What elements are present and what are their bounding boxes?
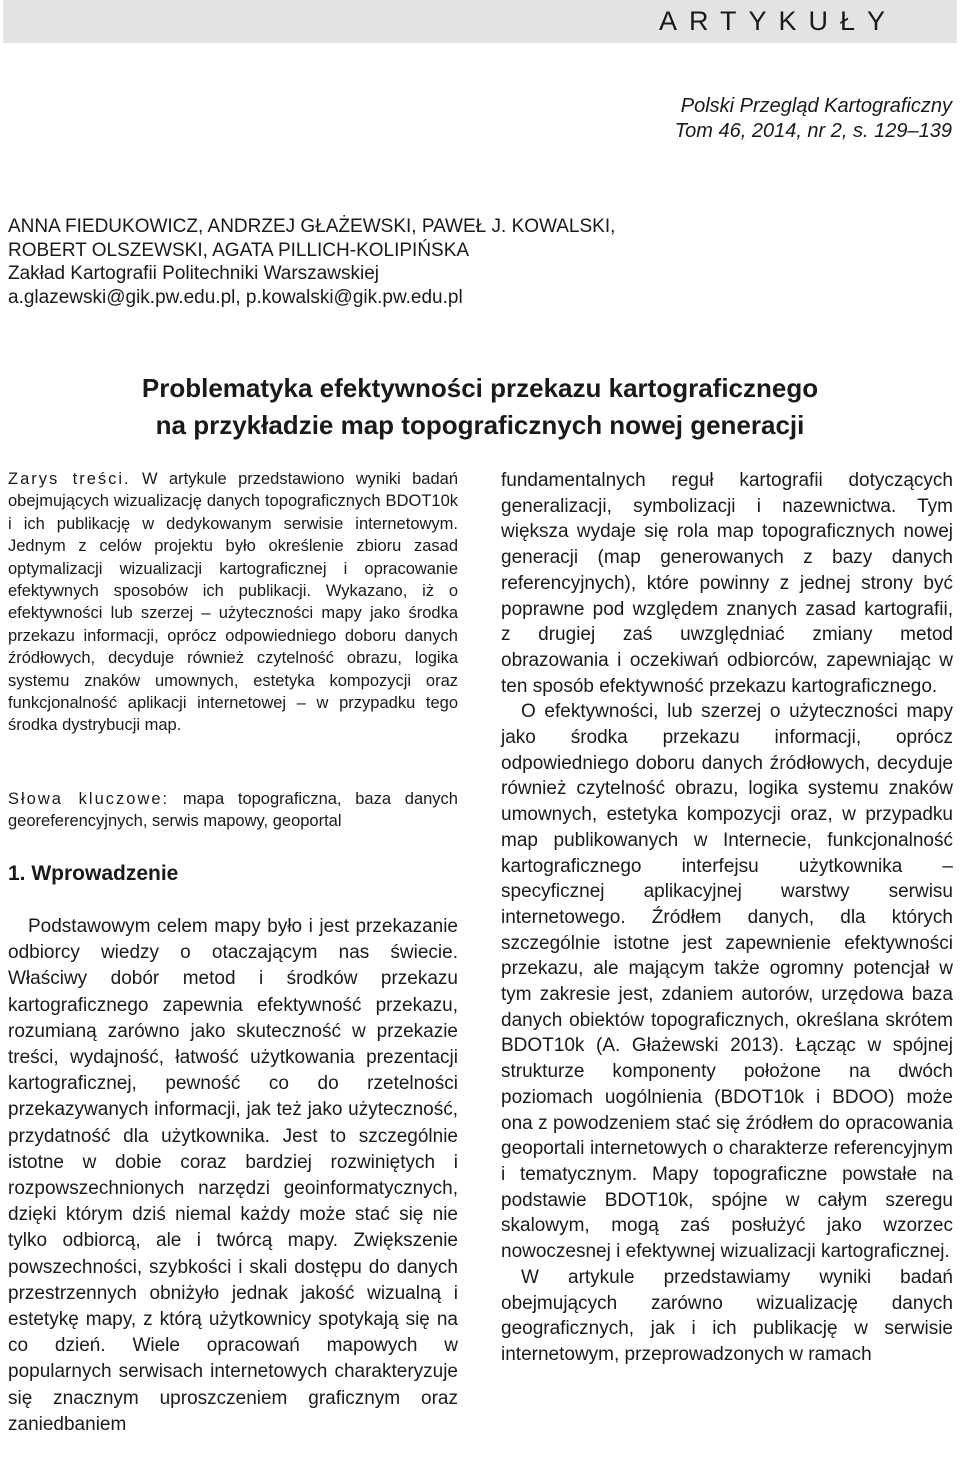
left-body — [8, 914, 458, 1438]
keywords-text: mapa topograficzna, baza danych georeferencyjnych, serwis mapowy, geoportal — [8, 790, 458, 831]
body-paragraph: Podstawowym celem mapy było i jest przekazanie odbiorcy wiedzy o otaczającym nas świecie. Właściwy dobór metod i środków przekazu kartograficznego zapewnia efektywność przekazu, rozumianą zarówno jako skuteczność w przekazie treści, wydajność, łatwość użytkowania prezentacji kartograficznej, pewność co do rzetelności przekazywanych informacji, jak też jako użyteczność, przydatność dla użytkownika. Jest to szczególnie istotne w dobie coraz bardziej rozwiniętych i rozpowszechnionych narzędzi geoinformatycznych, dzięki którym dziś niemal każdy może stać się nie tylko odbiorcą, ale i twórcą mapy. Zwiększenie powszechności, szybkości i skali dostępu do danych przestrzennych obniżyło jednak jakość wizualną i estetykę mapy, z którą użytkownicy spotykają się na co dzień. Wiele opracowań mapowych w popularnych serwisach internetowych charakteryzuje się znacznym uproszczeniem graficznym oraz zaniedbaniem — [8, 916, 458, 1435]
section-banner — [3, 0, 957, 43]
article-title — [40, 370, 920, 444]
body-paragraph: fundamentalnych reguł kartografii dotyczących generalizacji, symbolizacji i nazewnictwa. Tym większa wydaje się rola map topograficznych nowej generacji (map generowanych z bazy danych referencyjnych), które powinny z jednej strony być poprawne pod względem znanych zasad kartografii, z drugiej zaś uwzględniać zmiany metod obrazowania i oczekiwań odbiorców, zapewniając w ten sposób efektywność przekazu kartograficznego. — [501, 470, 953, 697]
author-block — [8, 215, 928, 309]
author-affiliation: Zakład Kartografii Politechniki Warszawskiej — [8, 263, 379, 284]
abstract-text: W artykule przedstawiono wyniki badań obejmujących wizualizację danych topograficznych BDOT10k i ich publikację w dedykowanym serwisie internetowym. Jednym z celów projektu było określenie zbioru zasad optymalizacji wizualizacji kartograficznej i opracowanie efektywnych sposobów ich publikacji. Wykazano, iż o efektywności lub szerzej – użyteczności mapy jako środka przekazu informacji, oprócz odpowiedniego doboru danych źródłowych, decyduje również czytelność obrazu, logika systemu znaków umownych, estetyka kompozycji oraz funkcjonalność aplikacji internetowej – w przypadku tego środka dystrybucji map. — [8, 470, 459, 735]
keywords-label: Słowa kluczowe: — [8, 790, 170, 808]
author-names-line1: ANNA FIEDUKOWICZ, ANDRZEJ GŁAŻEWSKI, PAWEŁ J. KOWALSKI, — [8, 216, 616, 237]
abstract — [8, 468, 458, 737]
article-title-line1: Problematyka efektywności przekazu kartograficznego — [141, 373, 819, 403]
body-paragraph: W artykule przedstawiamy wyniki badań obejmujących zarówno wizualizację danych geograficznych, jak i ich publikację w serwisie internetowym, przeprowadzonych w ramach — [501, 1266, 953, 1365]
abstract-label: Zarys treści. — [8, 470, 131, 488]
author-emails[interactable]: a.glazewski@gik.pw.edu.pl, p.kowalski@gik.pw.edu.pl — [8, 286, 463, 308]
journal-name: Polski Przegląd Kartograficzny — [680, 95, 952, 117]
body-paragraph: O efektywności, lub szerzej o użyteczności mapy jako środka przekazu informacji, oprócz odpowiedniego doboru danych źródłowych, decyduje również czytelność obrazu, logika systemu znaków umownych, estetyka kompozycji oraz, w przypadku map publikowanych w Internecie, funkcjonalność kartograficznego interfejsu użytkownika – specyficznej aplikacyjnej warstwy serwisu internetowego. Źródłem danych, dla których szczególnie istotne jest zapewnienie efektywności przekazu, ale mającym także ogromny potencjał w tym zakresie jest, zdaniem autorów, urzędowa baza danych obiektów topograficznych, określana skrótem BDOT10k (A. Głażewski 2013). Łącząc w spójnej strukturze komponenty położone na dwóch poziomach uogólnienia (BDOT10k i BDOO) może ona z powodzeniem stać się źródłem do opracowania geoportali internetowych o charakterze referencyjnym i tematycznym. Mapy topograficzne powstałe na podstawie BDOT10k, spójne w całym szeregu skalowym, mogą zaś posłużyć jako wzorzec nowoczesnej i efektywnej wizualizacji kartograficznej. — [501, 701, 953, 1263]
journal-citation — [675, 94, 952, 144]
banner-label: ARTYKUŁY — [658, 6, 897, 36]
journal-issue: Tom 46, 2014, nr 2, s. 129–139 — [674, 120, 952, 142]
section-heading: 1. Wprowadzenie — [8, 862, 179, 885]
keywords — [8, 788, 458, 833]
article-title-line2: na przykładzie map topograficznych nowej generacji — [155, 410, 805, 440]
author-names-line2: ROBERT OLSZEWSKI, AGATA PILLICH-KOLIPIŃSKA — [8, 239, 470, 261]
right-body — [501, 468, 953, 1368]
